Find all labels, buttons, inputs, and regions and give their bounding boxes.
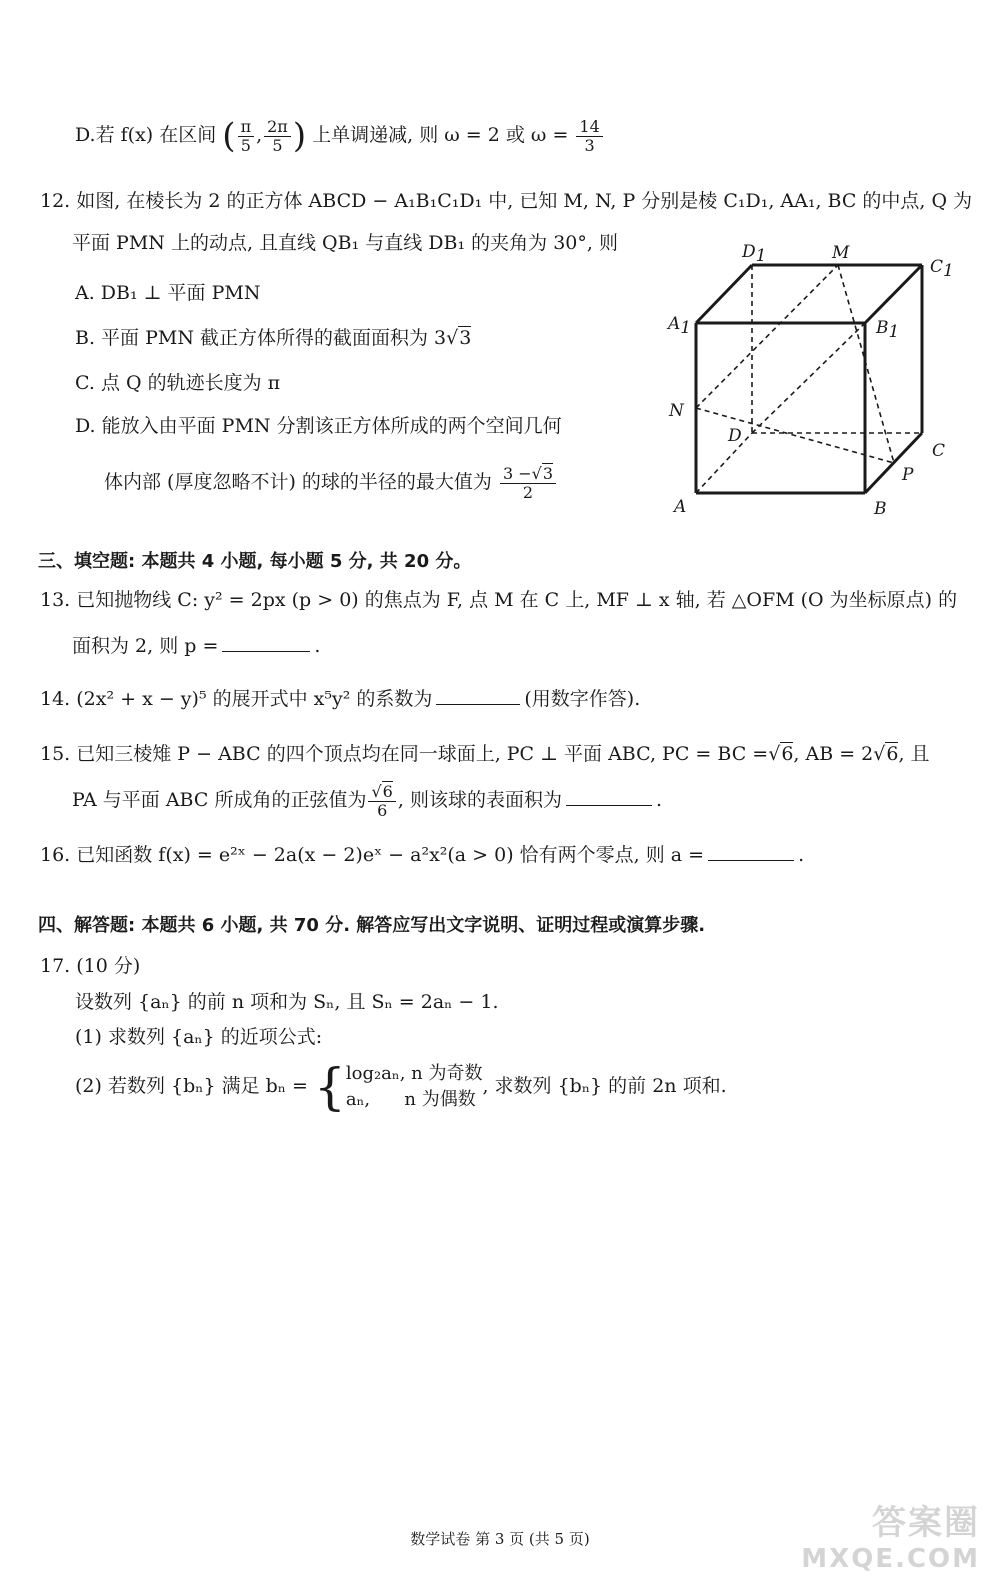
q16-text: 16. 已知函数 f(x) = e²ˣ − 2a(x − 2)eˣ − a²x²(a > 0) 恰有两个零点, 则 a = bbox=[40, 844, 705, 866]
q15-line-2: PA 与平面 ABC 所成角的正弦值为 $\frac{√6}{6}$ , 则该球的表面积为 . bbox=[72, 781, 662, 820]
cube-figure bbox=[660, 235, 980, 525]
label-d1: D1 bbox=[742, 242, 767, 266]
watermark-line-1: 答案圈 bbox=[872, 1503, 980, 1543]
watermark-logo bbox=[801, 1505, 980, 1577]
label-c1: C1 bbox=[930, 257, 954, 281]
piecewise-cases: log₂aₙ, n 为奇数 aₙ, n 为偶数 bbox=[345, 1063, 483, 1110]
q11-option-d: D.若 f(x) 在区间 ( $\frac{\pi}{5}$ , $\frac{2\pi}{5}$ ) 上单调递减, 则 ω = 2 或 ω = $\frac{14}{3}$ bbox=[75, 115, 605, 155]
q11-option-d-mid: 上单调递减, 则 ω = 2 或 ω = bbox=[312, 124, 569, 146]
label-a1: A1 bbox=[668, 314, 692, 338]
q11-option-d-text: D.若 f(x) 在区间 bbox=[75, 124, 217, 146]
q12-line-1: 12. 如图, 在棱长为 2 的正方体 ABCD − A₁B₁C₁D₁ 中, 已知 M, N, P 分别是棱 C₁D₁, AA₁, BC 的中点, Q 为 bbox=[40, 190, 973, 212]
close-paren: ) bbox=[292, 116, 307, 156]
sqrt-symbol: √ bbox=[446, 327, 459, 349]
q14-answer-blank[interactable] bbox=[436, 686, 520, 705]
q13-line-2-text: 面积为 2, 则 p = bbox=[72, 635, 219, 657]
label-p: P bbox=[902, 465, 914, 485]
q17-part-2-text: (2) 若数列 {bₙ} 满足 bₙ = bbox=[75, 1075, 308, 1097]
sqrt-radicand: 3 bbox=[459, 327, 472, 349]
q15-line-1-text: 15. 已知三棱雉 P − ABC 的四个顶点均在同一球面上, PC ⊥ 平面 ABC, PC = BC = bbox=[40, 743, 769, 765]
q17-part-2-end: , 求数列 {bₙ} 的前 2n 项和. bbox=[482, 1075, 727, 1097]
q14-text: 14. (2x² + x − y)⁵ 的展开式中 x⁵y² 的系数为 bbox=[40, 688, 433, 710]
q12-option-d-1: D. 能放入由平面 PMN 分割该正方体所成的两个空间几何 bbox=[75, 415, 562, 437]
q12-option-d-2 bbox=[104, 462, 558, 502]
q12-option-b-text: B. 平面 PMN 截正方体所得的截面面积为 3 bbox=[75, 327, 447, 349]
q13-answer-blank[interactable] bbox=[222, 633, 310, 652]
open-paren: ( bbox=[222, 116, 236, 156]
q11-interval-frac-1: $\frac{\pi}{5}$ bbox=[238, 118, 255, 155]
q12-option-c: C. 点 Q 的轨迹长度为 π bbox=[75, 372, 281, 394]
q15-line-1: 15. 已知三棱雉 P − ABC 的四个顶点均在同一球面上, PC ⊥ 平面 ABC, PC = BC =√6, AB = 2√6, 且 bbox=[40, 743, 930, 765]
section-4-title: 四、解答题: 本题共 6 小题, 共 70 分. 解答应写出文字说明、证明过程或演算步骤. bbox=[38, 915, 706, 936]
q15-sine-frac: $\frac{√6}{6}$ bbox=[368, 783, 395, 820]
section-3-title: 三、填空题: 本题共 4 小题, 每小题 5 分, 共 20 分。 bbox=[38, 551, 472, 572]
q12-line-2: 平面 PMN 上的动点, 且直线 QB₁ 与直线 DB₁ 的夹角为 30°, 则 bbox=[72, 232, 618, 254]
label-c: C bbox=[932, 441, 946, 461]
q17-head: 17. (10 分) bbox=[40, 955, 141, 977]
q17-part-2 bbox=[75, 1058, 727, 1114]
q11-omega-frac: $\frac{14}{3}$ bbox=[576, 118, 602, 155]
q16-answer-blank[interactable] bbox=[708, 842, 794, 861]
watermark-line-2: MXQE.COM bbox=[801, 1544, 980, 1574]
q15-line-2-text: PA 与平面 ABC 所成角的正弦值为 bbox=[72, 789, 367, 811]
q17-part-1: (1) 求数列 {aₙ} 的近项公式: bbox=[75, 1026, 323, 1048]
q12-option-a: A. DB₁ ⊥ 平面 PMN bbox=[75, 282, 261, 304]
q14 bbox=[40, 686, 640, 712]
q13-line-1: 13. 已知抛物线 C: y² = 2px (p > 0) 的焦点为 F, 点 M 在 C 上, MF ⊥ x 轴, 若 △OFM (O 为坐标原点) 的 bbox=[40, 589, 958, 611]
page-footer: 数学试卷 第 3 页 (共 5 页) bbox=[410, 1530, 590, 1548]
q13-line-2: 面积为 2, 则 p = . bbox=[72, 635, 321, 657]
left-brace: { bbox=[314, 1058, 346, 1116]
q12-radius-frac: $\frac{3 -√3}{2}$ bbox=[500, 465, 556, 502]
label-d: D bbox=[728, 426, 742, 446]
q12-option-d-2-text: 体内部 (厚度忽略不计) 的球的半径的最大值为 bbox=[104, 471, 492, 493]
q17-line-1: 设数列 {aₙ} 的前 n 项和为 Sₙ, 且 Sₙ = 2aₙ − 1. bbox=[75, 991, 499, 1013]
q16: 16. 已知函数 f(x) = e²ˣ − 2a(x − 2)eˣ − a²x²(a > 0) 恰有两个零点, 则 a = . bbox=[40, 844, 805, 866]
q12-option-b bbox=[75, 325, 471, 351]
label-b1: B1 bbox=[876, 318, 900, 342]
label-b: B bbox=[874, 499, 887, 519]
label-n: N bbox=[669, 401, 684, 421]
label-m: M bbox=[832, 243, 850, 263]
q14-note: (用数字作答). bbox=[524, 688, 641, 710]
label-a: A bbox=[674, 497, 687, 517]
q15-answer-blank[interactable] bbox=[566, 787, 652, 806]
q11-interval-frac-2: $\frac{2\pi}{5}$ bbox=[264, 118, 291, 155]
